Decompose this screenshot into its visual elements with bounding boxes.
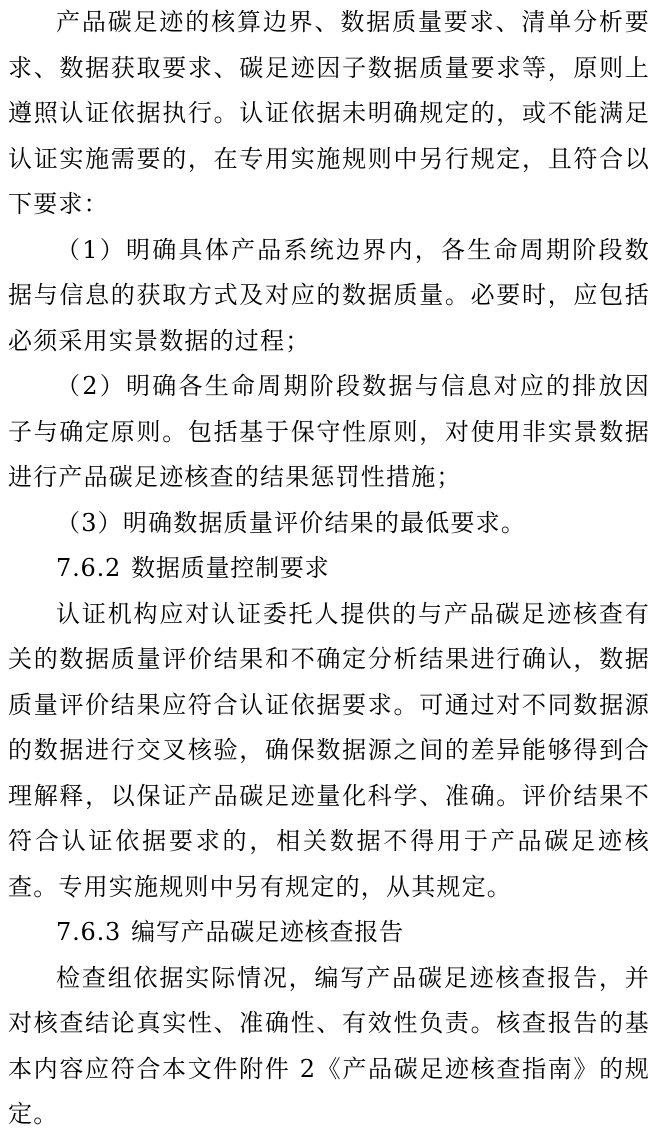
paragraph-scope: 产品碳足迹的核算边界、数据质量要求、清单分析要求、数据获取要求、碳足迹因子数据质量要求等，原则上遵照认证依据执行。认证依据未明确规定的，或不能满足认证实施需要的，在专用实施规则中另行规定，且符合以下要求： [8, 8, 650, 218]
list-item-2: （2）明确各生命周期阶段数据与信息对应的排放因子与确定原则。包括基于保守性原则，对使用非实景数据进行产品碳足迹核查的结果惩罚性措施； [8, 372, 650, 491]
paragraph-quality-control: 认证机构应对认证委托人提供的与产品碳足迹核查有关的数据质量评价结果和不确定分析结果进行确认，数据质量评价结果应符合认证依据要求。可通过对不同数据源的数据进行交叉核验，确保数据源之间的差异能够得到合理解释，以保证产品碳足迹量化科学、准确。评价结果不符合认证依据要求的，相关数据不得用于产品碳足迹核查。专用实施规则中另有规定的，从其规定。 [8, 599, 650, 901]
section-title: 编写产品碳足迹核查报告 [131, 918, 404, 946]
section-title: 数据质量控制要求 [131, 554, 330, 582]
section-number: 7.6.3 [56, 918, 122, 946]
section-heading-7-6-2 [8, 546, 650, 592]
document-body [8, 0, 650, 1138]
list-item-3: （3）明确数据质量评价结果的最低要求。 [56, 508, 527, 537]
section-number: 7.6.2 [56, 554, 122, 582]
list-item-1: （1）明确具体产品系统边界内，各生命周期阶段数据与信息的获取方式及对应的数据质量。必要时，应包括必须采用实景数据的过程； [8, 235, 650, 355]
section-heading-7-6-3 [8, 910, 650, 956]
paragraph-report: 检查组依据实际情况，编写产品碳足迹核查报告，并对核查结论真实性、准确性、有效性负责。核查报告的基本内容应符合本文件附件 2《产品碳足迹核查指南》的规定。 [8, 963, 650, 1128]
